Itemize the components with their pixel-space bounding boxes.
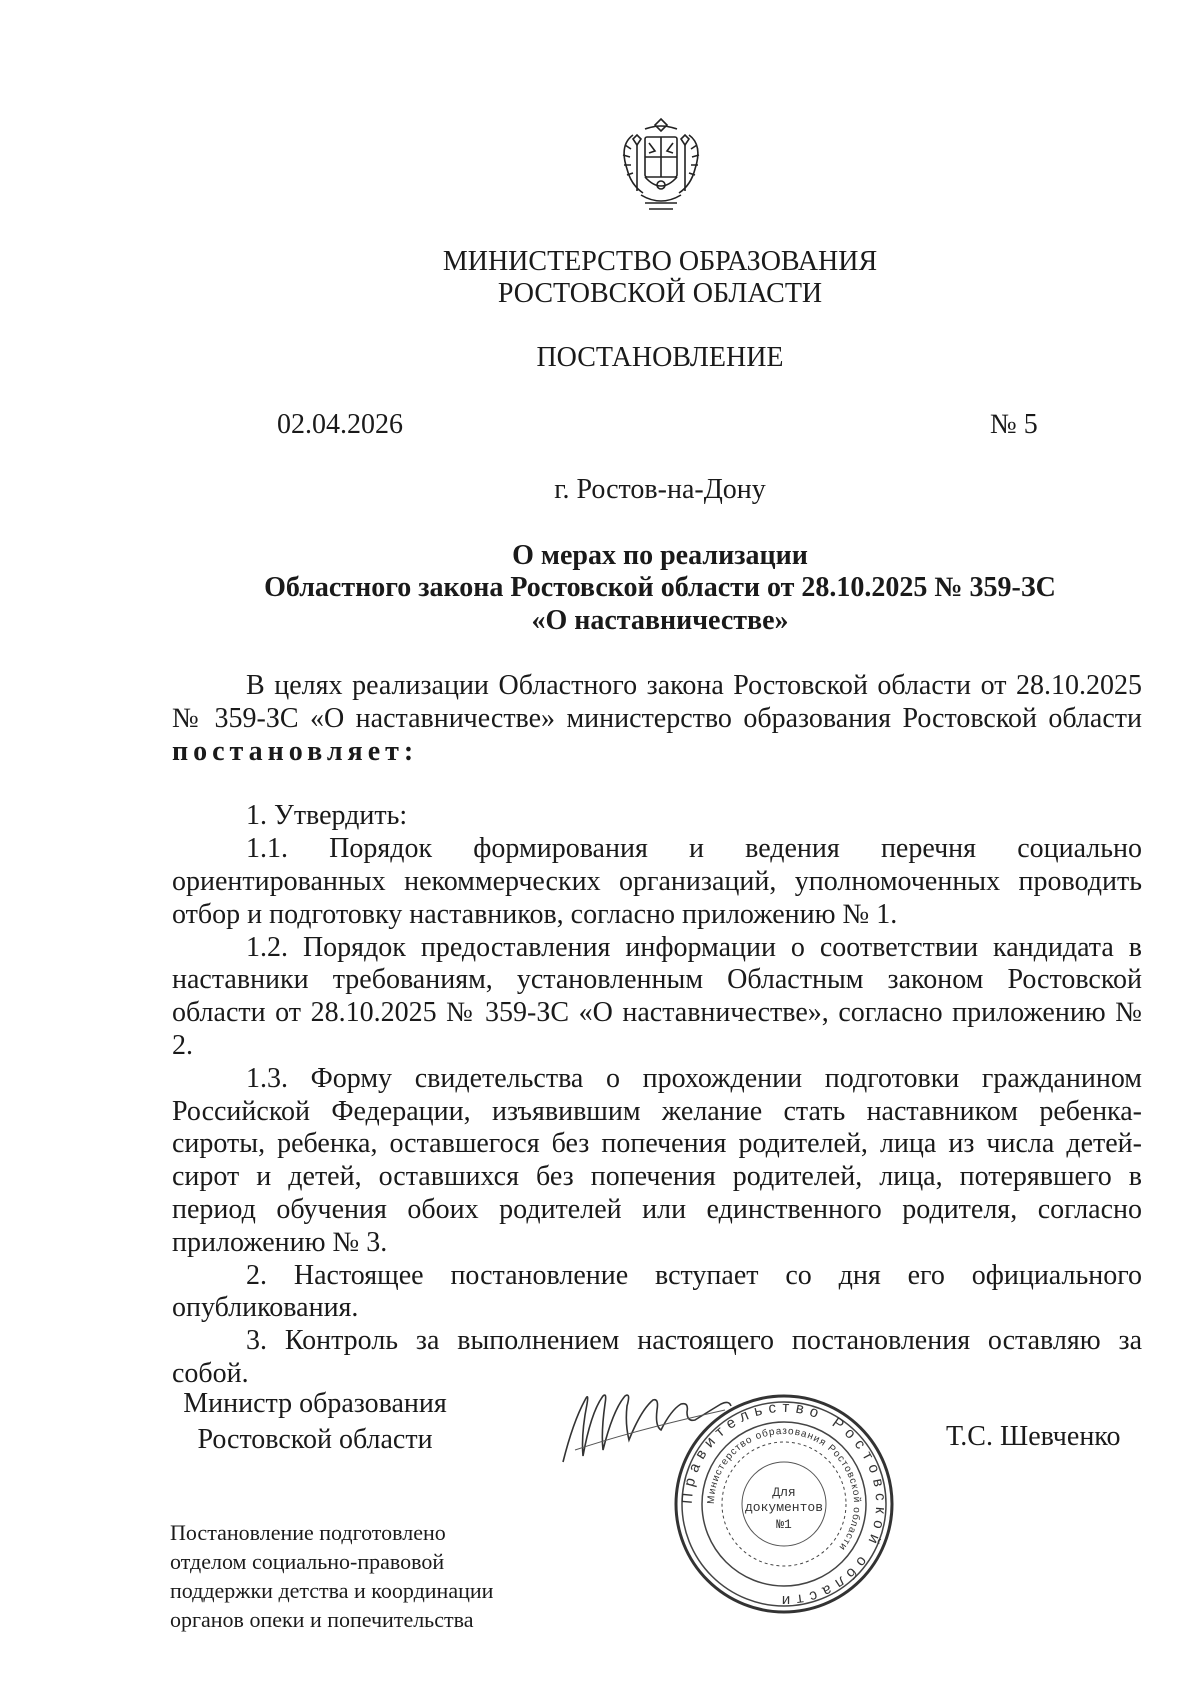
- signatory-position-line2: Ростовской области: [197, 1424, 433, 1455]
- prepared-by-line2: отделом социально-правовой: [170, 1549, 445, 1574]
- document-date: 02.04.2026: [277, 409, 403, 440]
- item-3: 3. Контроль за выполнением настоящего постановления оставляю за собой.: [172, 1325, 1142, 1389]
- prepared-by-line4: органов опеки и попечительства: [170, 1607, 474, 1632]
- coat-of-arms-icon: [615, 115, 707, 215]
- signatory-position: [170, 1386, 460, 1458]
- official-seal: [672, 1392, 896, 1616]
- seal-center-line3: №1: [776, 1517, 792, 1532]
- document-title-line3: «О наставничестве»: [531, 605, 789, 636]
- item-1-2: 1.2. Порядок предоставления информации о соответствии кандидата в наставники требованиям, установленным Областным законом Ростовской области от 28.10.2025 № 359-ЗС «О наставничестве», согласно приложению № 2.: [172, 931, 1142, 1061]
- seal-outer-text: Правительство Ростовской области: [678, 1398, 890, 1610]
- document-type: ПОСТАНОВЛЕНИЕ: [536, 342, 784, 373]
- document-title-line1: О мерах по реализации: [512, 540, 808, 571]
- document-body: [172, 670, 1142, 1391]
- signatory-name: Т.С. Шевченко: [946, 1421, 1121, 1452]
- signatory-position-line1: Министр образования: [183, 1388, 447, 1419]
- seal-center-line1: Для: [772, 1485, 796, 1500]
- prepared-by-note: [170, 1518, 550, 1634]
- item-1-1: 1.1. Порядок формирования и ведения перечня социально ориентированных некоммерческих организаций, уполномоченных проводить отбор и подготовку наставников, согласно приложению № 1.: [172, 833, 1142, 930]
- item-2: 2. Настоящее постановление вступает со дня его официального опубликования.: [172, 1259, 1142, 1324]
- seal-center-line2: документов: [744, 1500, 824, 1515]
- seal-middle-text: Министерство образования Ростовской области: [705, 1425, 863, 1553]
- prepared-by-line1: Постановление подготовлено: [170, 1520, 446, 1545]
- item-1: 1. Утвердить:: [246, 800, 408, 832]
- document-number: № 5: [990, 409, 1038, 440]
- document-city: г. Ростов-на-Дону: [554, 474, 766, 505]
- prepared-by-line3: поддержки детства и координации: [170, 1578, 494, 1603]
- preamble-text: В целях реализации Областного закона Ростовской области от 28.10.2025 № 359-ЗС «О наставничестве» министерство образования Ростовской области: [172, 670, 1142, 734]
- preamble-paragraph: [172, 670, 1142, 768]
- item-1-3: 1.3. Форму свидетельства о прохождении подготовки гражданином Российской Федерации, изъявившим желание стать наставником ребенка-сироты, ребенка, оставшегося без попечения родителей, лица из числа детей-сирот и детей, оставшихся без попечения родителей, лица, потерявшего в период обучения обоих родителей или единственного родителя, согласно приложению № 3.: [172, 1062, 1142, 1258]
- document-title-line2: Областного закона Ростовской области от 28.10.2025 № 359-ЗС: [264, 572, 1056, 603]
- ministry-name-line1: МИНИСТЕРСТВО ОБРАЗОВАНИЯ: [442, 246, 878, 277]
- resolves-keyword: постановляет:: [172, 735, 419, 767]
- ministry-name-line2: РОСТОВСКОЙ ОБЛАСТИ: [497, 278, 823, 309]
